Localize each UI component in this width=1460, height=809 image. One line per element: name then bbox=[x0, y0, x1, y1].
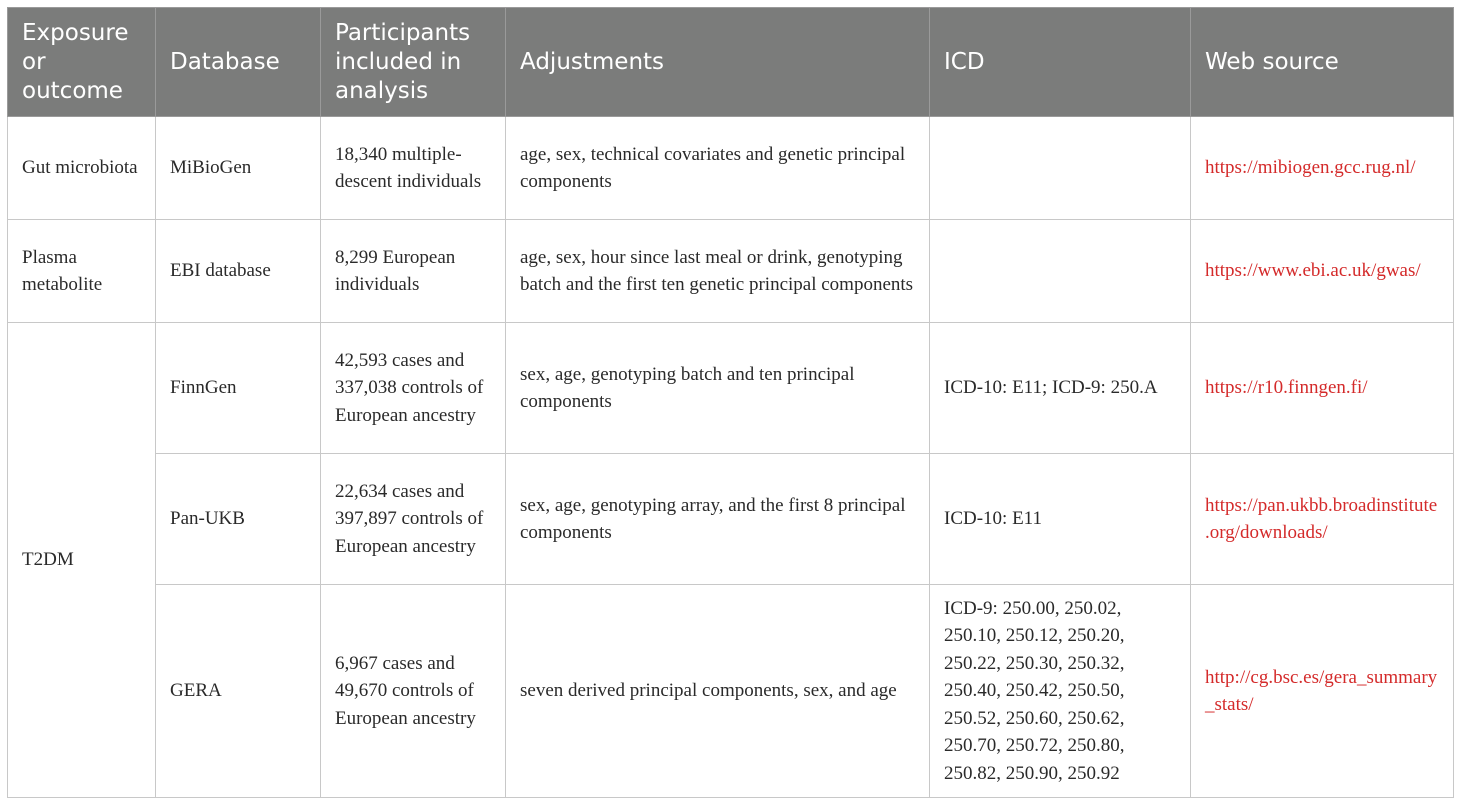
cell-adjustments: sex, age, genotyping batch and ten principal components bbox=[506, 323, 930, 454]
cell-adjustments: age, sex, technical covariates and genetic principal components bbox=[506, 117, 930, 220]
cell-adjustments: sex, age, genotyping array, and the first 8 principal components bbox=[506, 454, 930, 585]
cell-icd bbox=[930, 220, 1191, 323]
cell-web-source-link[interactable]: https://www.ebi.ac.uk/gwas/ bbox=[1191, 220, 1454, 323]
cell-web-source-link[interactable]: https://r10.finngen.fi/ bbox=[1191, 323, 1454, 454]
cell-exposure: T2DM bbox=[8, 323, 156, 798]
cell-participants: 6,967 cases and 49,670 controls of European ancestry bbox=[321, 585, 506, 798]
cell-web-source-link[interactable]: https://pan.ukbb.broadinstitute.org/downloads/ bbox=[1191, 454, 1454, 585]
header-participants: Participants included in analysis bbox=[321, 8, 506, 117]
cell-adjustments: seven derived principal components, sex, and age bbox=[506, 585, 930, 798]
cell-web-source-link[interactable]: http://cg.bsc.es/gera_summary_stats/ bbox=[1191, 585, 1454, 798]
header-icd: ICD bbox=[930, 8, 1191, 117]
header-row bbox=[8, 8, 1454, 117]
cell-database: Pan-UKB bbox=[156, 454, 321, 585]
cell-participants: 8,299 European individuals bbox=[321, 220, 506, 323]
header-database: Database bbox=[156, 8, 321, 117]
cell-database: GERA bbox=[156, 585, 321, 798]
cell-icd: ICD-10: E11; ICD-9: 250.A bbox=[930, 323, 1191, 454]
cell-web-source-link[interactable]: https://mibiogen.gcc.rug.nl/ bbox=[1191, 117, 1454, 220]
table-row bbox=[8, 454, 1454, 585]
cell-database: MiBioGen bbox=[156, 117, 321, 220]
table-row bbox=[8, 323, 1454, 454]
cell-icd: ICD-10: E11 bbox=[930, 454, 1191, 585]
cell-participants: 42,593 cases and 337,038 controls of European ancestry bbox=[321, 323, 506, 454]
header-web-source: Web source bbox=[1191, 8, 1454, 117]
table-row bbox=[8, 220, 1454, 323]
header-adjustments: Adjustments bbox=[506, 8, 930, 117]
header-exposure: Exposure or outcome bbox=[8, 8, 156, 117]
cell-icd: ICD-9: 250.00, 250.02, 250.10, 250.12, 250.20, 250.22, 250.30, 250.32, 250.40, 250.42, 250.50, 250.52, 250.60, 250.62, 250.70, 250.72, 250.80, 250.82, 250.90, 250.92 bbox=[930, 585, 1191, 798]
cell-adjustments: age, sex, hour since last meal or drink, genotyping batch and the first ten genetic principal components bbox=[506, 220, 930, 323]
cell-icd bbox=[930, 117, 1191, 220]
cell-database: EBI database bbox=[156, 220, 321, 323]
cell-database: FinnGen bbox=[156, 323, 321, 454]
table-row bbox=[8, 585, 1454, 798]
table-row bbox=[8, 117, 1454, 220]
cell-exposure: Gut microbiota bbox=[8, 117, 156, 220]
cell-participants: 22,634 cases and 397,897 controls of European ancestry bbox=[321, 454, 506, 585]
data-table bbox=[7, 7, 1454, 798]
cell-exposure: Plasma metabolite bbox=[8, 220, 156, 323]
cell-participants: 18,340 multiple-descent individuals bbox=[321, 117, 506, 220]
